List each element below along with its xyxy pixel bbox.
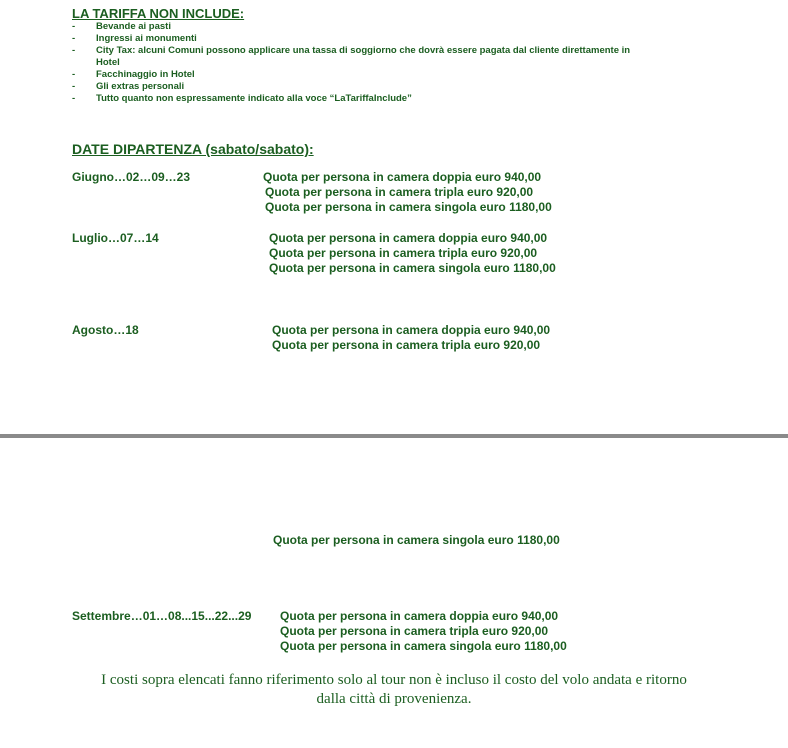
list-item-text: City Tax: alcuni Comuni possono applicare una tassa di soggiorno che dovrà essere pagata dal cliente direttamente in [96,45,631,56]
price-line: Quota per persona in camera doppia euro 940,00 [272,323,551,337]
departure-label-september: Settembre…01…08...15...22...29 [72,609,252,623]
list-item-text: Bevande ai pasti [96,21,171,32]
price-line: Quota per persona in camera doppia euro 940,00 [269,231,548,245]
bullet-dash: - [72,45,76,56]
price-line: Quota per persona in camera tripla euro 920,00 [272,338,541,352]
price-line: Quota per persona in camera tripla euro 920,00 [265,185,534,199]
list-item [72,33,630,45]
departures-title: DATE DIPARTENZA (sabato/sabato): [72,141,314,157]
not-included-list [72,21,631,105]
price-line: Quota per persona in camera singola euro 1180,00 [269,261,556,275]
bullet-dash: - [72,21,76,32]
price-block-june [263,170,552,215]
price-line: Quota per persona in camera doppia euro 940,00 [263,170,542,184]
footer-line: dalla città di provenienza. [316,691,472,707]
bullet-dash: - [72,81,76,92]
list-item-text: Ingressi ai monumenti [96,33,197,44]
list-item-text: Facchinaggio in Hotel [96,69,195,80]
not-included-title: LA TARIFFA NON INCLUDE: [72,6,245,21]
price-line: Quota per persona in camera doppia euro 940,00 [280,609,559,623]
price-line-august-single: Quota per persona in camera singola euro 1180,00 [273,533,560,547]
bullet-dash: - [72,69,76,80]
list-item-text: Tutto quanto non espressamente indicato alla voce “LaTariffaInclude” [96,93,412,104]
departure-label-august: Agosto…18 [72,323,139,337]
price-block-august [272,323,550,353]
list-item-continuation [96,57,630,69]
list-item [72,81,630,93]
price-line: Quota per persona in camera singola euro 1180,00 [265,200,552,214]
price-line: Quota per persona in camera tripla euro 920,00 [269,246,538,260]
list-item-text: Hotel [96,57,120,68]
footer-note [0,671,788,709]
footer-line: I costi sopra elencati fanno riferimento solo al tour non è incluso il costo del volo andata e ritorno [101,672,687,688]
departure-label-june: Giugno…02…09…23 [72,170,191,184]
price-line: Quota per persona in camera singola euro 1180,00 [280,639,567,653]
list-item [72,69,630,81]
bullet-dash: - [72,93,76,104]
departure-label-july: Luglio…07…14 [72,231,159,245]
price-line: Quota per persona in camera tripla euro 920,00 [280,624,549,638]
price-block-july [269,231,556,276]
list-item-text: Gli extras personali [96,81,185,92]
price-block-september [280,609,567,654]
bullet-dash: - [72,33,76,44]
list-item [72,93,630,105]
list-item [72,21,630,33]
list-item [72,45,631,57]
page-break-divider [0,434,788,438]
